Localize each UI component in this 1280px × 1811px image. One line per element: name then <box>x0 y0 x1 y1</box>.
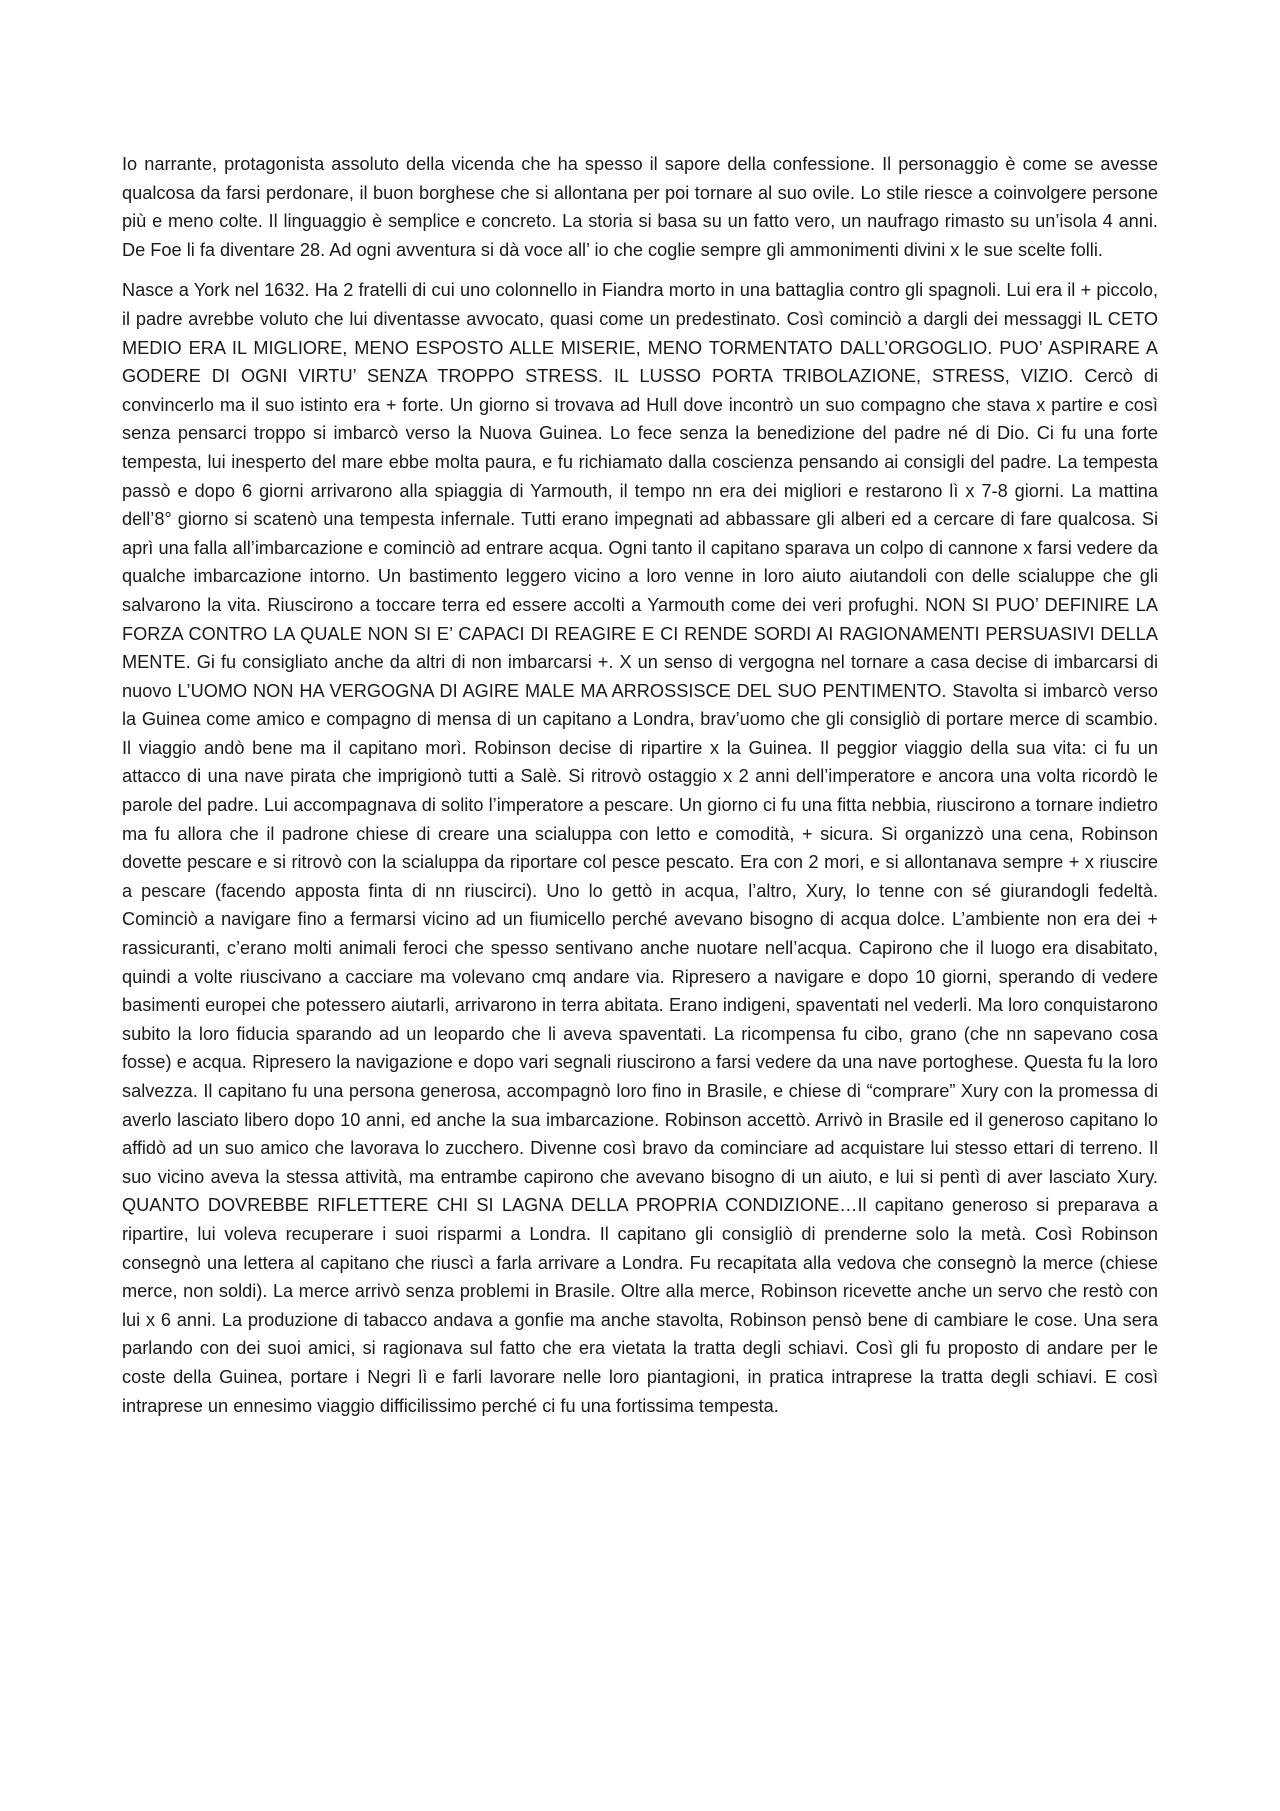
document-page <box>122 150 1158 1420</box>
paragraph-intro: Io narrante, protagonista assoluto della vicenda che ha spesso il sapore della confessione. Il personaggio è come se avesse qualcosa da farsi perdonare, il buon borghese che si allontana per poi tornare al suo ovile. Lo stile riesce a coinvolgere persone più e meno colte. Il linguaggio è semplice e concreto. La storia si basa su un fatto vero, un naufrago rimasto su un’isola 4 anni. De Foe li fa diventare 28. Ad ogni avventura si dà voce all’ io che coglie sempre gli ammonimenti divini x le sue scelte folli. <box>122 154 1158 260</box>
paragraph-story: Nasce a York nel 1632. Ha 2 fratelli di cui uno colonnello in Fiandra morto in una battaglia contro gli spagnoli. Lui era il + piccolo, il padre avrebbe voluto che lui diventasse avvocato, quasi come un predestinato. Così cominciò a dargli dei messaggi IL CETO MEDIO ERA IL MIGLIORE, MENO ESPOSTO ALLE MISERIE, MENO TORMENTATO DALL’ORGOGLIO. PUO’ ASPIRARE A GODERE DI OGNI VIRTU’ SENZA TROPPO STRESS. IL LUSSO PORTA TRIBOLAZIONE, STRESS, VIZIO. Cercò di convincerlo ma il suo istinto era + forte. Un giorno si trovava ad Hull dove incontrò un suo compagno che stava x partire e così senza pensarci troppo si imbarcò verso la Nuova Guinea. Lo fece senza la benedizione del padre né di Dio. Ci fu una forte tempesta, lui inesperto del mare ebbe molta paura, e fu richiamato dalla coscienza pensando ai consigli del padre. La tempesta passò e dopo 6 giorni arrivarono alla spiaggia di Yarmouth, il tempo nn era dei migliori e restarono lì x 7-8 giorni. La mattina dell’8° giorno si scatenò una tempesta infernale. Tutti erano impegnati ad abbassare gli alberi ed a cercare di fare qualcosa. Si aprì una falla all’imbarcazione e cominciò ad entrare acqua. Ogni tanto il capitano sparava un colpo di cannone x farsi vedere da qualche imbarcazione intorno. Un bastimento leggero vicino a loro venne in loro aiuto aiutandoli con delle scialuppe che gli salvarono la vita. Riuscirono a toccare terra ed essere accolti a Yarmouth come dei veri profughi. NON SI PUO’ DEFINIRE LA FORZA CONTRO LA QUALE NON SI E’ CAPACI DI REAGIRE E CI RENDE SORDI AI RAGIONAMENTI PERSUASIVI DELLA MENTE. Gi fu consigliato anche da altri di non imbarcarsi +. X un senso di vergogna nel tornare a casa decise di imbarcarsi di nuovo L’UOMO NON HA VERGOGNA DI AGIRE MALE MA ARROSSISCE DEL SUO PENTIMENTO. Stavolta si imbarcò verso la Guinea come amico e compagno di mensa di un capitano a Londra, brav’uomo che gli consigliò di portare merce di scambio. Il viaggio andò bene ma il capitano morì. Robinson decise di ripartire x la Guinea. Il peggior viaggio della sua vita: ci fu un attacco di una nave pirata che imprigionò tutti a Salè. Si ritrovò ostaggio x 2 anni dell’imperatore e ancora una volta ricordò le parole del padre. Lui accompagnava di solito l’imperatore a pescare. Un giorno ci fu una fitta nebbia, riuscirono a tornare indietro ma fu allora che il padrone chiese di creare una scialuppa con letto e comodità, + sicura. Si organizzò una cena, Robinson dovette pescare e si ritrovò con la scialuppa da riportare col pesce pescato. Era con 2 mori, e si allontanava sempre + x riuscire a pescare (facendo apposta finta di nn riuscirci). Uno lo gettò in acqua, l’altro, Xury, lo tenne con sé giurandogli fedeltà. Cominciò a navigare fino a fermarsi vicino ad un fiumicello perché avevano bisogno di acqua dolce. L’ambiente non era dei + rassicuranti, c’erano molti animali feroci che spesso sentivano anche nuotare nell’acqua. Capirono che il luogo era disabitato, quindi a volte riuscivano a cacciare ma volevano cmq andare via. Ripresero a navigare e dopo 10 giorni, sperando di vedere basimenti europei che potessero aiutarli, arrivarono in terra abitata. Erano indigeni, spaventati nel vederli. Ma loro conquistarono subito la loro fiducia sparando ad un leopardo che li aveva spaventati. La ricompensa fu cibo, grano (che nn sapevano cosa fosse) e acqua. Ripresero la navigazione e dopo vari segnali riuscirono a farsi vedere da una nave portoghese. Questa fu la loro salvezza. Il capitano fu una persona generosa, accompagnò loro fino in Brasile, e chiese di “comprare” Xury con la promessa di averlo lasciato libero dopo 10 anni, ed anche la sua imbarcazione. Robinson accettò. Arrivò in Brasile ed il generoso capitano lo affidò ad un suo amico che lavorava lo zucchero. Divenne così bravo da cominciare ad acquistare lui stesso ettari di terreno. Il suo vicino aveva la stessa attività, ma entrambe capirono che avevano bisogno di un aiuto, e lui si pentì di aver lasciato Xury. QUANTO DOVREBBE RIFLETTERE CHI SI LAGNA DELLA PROPRIA CONDIZIONE…Il capitano generoso si preparava a ripartire, lui voleva recuperare i suoi risparmi a Londra. Il capitano gli consigliò di prenderne solo la metà. Così Robinson consegnò una lettera al capitano che riuscì a farla arrivare a Londra. Fu recapitata alla vedova che consegnò la merce (chiese merce, non soldi). La merce arrivò senza problemi in Brasile. Oltre alla merce, Robinson ricevette anche un servo che restò con lui x 6 anni. La produzione di tabacco andava a gonfie ma anche stavolta, Robinson pensò bene di cambiare le cose. Una sera parlando con dei suoi amici, si ragionava sul fatto che era vietata la tratta degli schiavi. Così gli fu proposto di andare per le coste della Guinea, portare i Negri lì e farli lavorare nelle loro piantagioni, in pratica intraprese la tratta degli schiavi. E così intraprese un ennesimo viaggio difficilissimo perché ci fu una fortissima tempesta. <box>122 280 1158 1416</box>
